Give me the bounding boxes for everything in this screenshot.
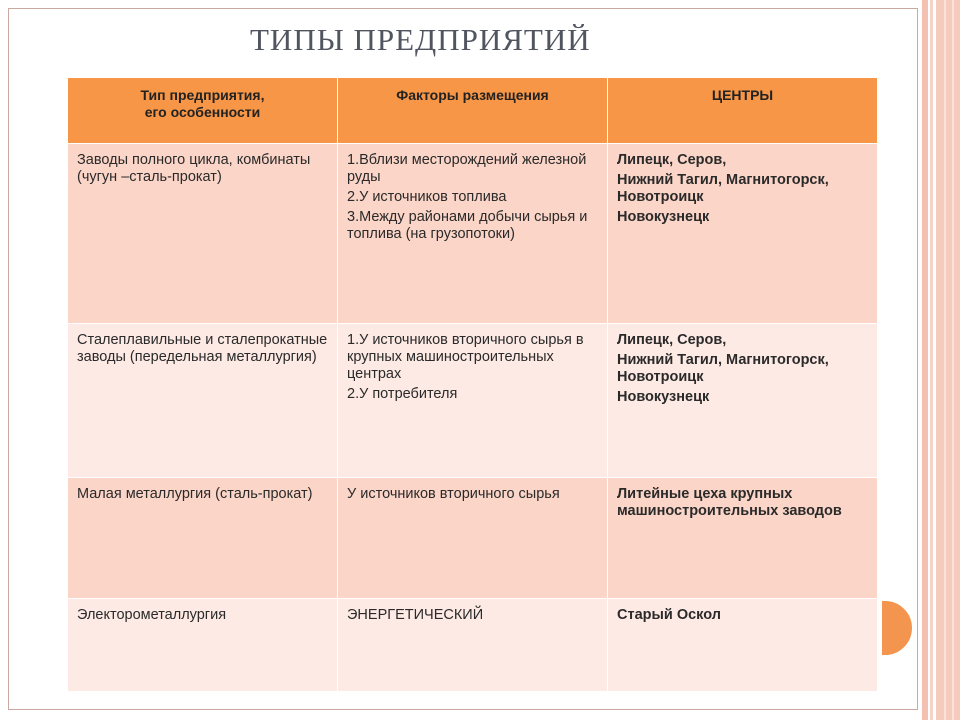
- center-item: Старый Оскол: [617, 607, 721, 623]
- center-item: Липецк, Серов,: [617, 332, 727, 348]
- center-item: Липецк, Серов,: [617, 152, 727, 168]
- header-type: [68, 78, 338, 144]
- cell-type: Малая металлургия (сталь-прокат): [68, 478, 338, 599]
- cell-centers: [608, 144, 878, 324]
- cell-factors: [338, 599, 608, 692]
- center-item: Новокузнецк: [617, 209, 710, 225]
- decor-stripe: [930, 0, 933, 720]
- center-item: Новокузнецк: [617, 389, 710, 405]
- cell-factors: [338, 478, 608, 599]
- header-type-line1: Тип предприятия,: [140, 87, 265, 103]
- table-row: [68, 478, 878, 599]
- factor-item: 2.У потребителя: [347, 386, 458, 402]
- cell-type: Электорометаллургия: [68, 599, 338, 692]
- table-row: [68, 324, 878, 478]
- decor-stripe: [944, 0, 946, 720]
- factor-item: 3.Между районами добычи сырья и топлива (на грузопотоки): [347, 209, 588, 242]
- cell-factors: [338, 324, 608, 478]
- decor-stripe: [922, 0, 928, 720]
- center-item: Нижний Тагил, Магнитогорск, Новотроицк: [617, 172, 829, 205]
- decor-stripe: [952, 0, 954, 720]
- header-centers: ЦЕНТРЫ: [608, 78, 878, 144]
- factor-item: 1.Вблизи месторождений железной руды: [347, 152, 587, 185]
- enterprise-types-table: [67, 77, 878, 692]
- decor-stripe: [936, 0, 960, 720]
- cell-type: Сталеплавильные и сталепрокатные заводы (передельная металлургия): [68, 324, 338, 478]
- factor-item: ЭНЕРГЕТИЧЕСКИЙ: [347, 607, 484, 623]
- cell-centers: [608, 478, 878, 599]
- slide-title: ТИПЫ ПРЕДПРИЯТИЙ: [250, 22, 591, 57]
- table-header-row: [68, 78, 878, 144]
- factor-item: 1.У источников вторичного сырья в крупных машиностроительных центрах: [347, 332, 584, 382]
- cell-centers: [608, 599, 878, 692]
- table-row: [68, 144, 878, 324]
- center-item: Литейные цеха крупных машиностроительных заводов: [617, 486, 842, 519]
- header-type-line2: его особенности: [144, 104, 261, 120]
- factor-item: 2.У источников топлива: [347, 189, 507, 205]
- cell-type: Заводы полного цикла, комбинаты (чугун –сталь-прокат): [68, 144, 338, 324]
- factor-item: У источников вторичного сырья: [347, 486, 560, 502]
- table-row: [68, 599, 878, 692]
- cell-centers: [608, 324, 878, 478]
- cell-factors: [338, 144, 608, 324]
- center-item: Нижний Тагил, Магнитогорск, Новотроицк: [617, 352, 829, 385]
- header-factors: Факторы размещения: [338, 78, 608, 144]
